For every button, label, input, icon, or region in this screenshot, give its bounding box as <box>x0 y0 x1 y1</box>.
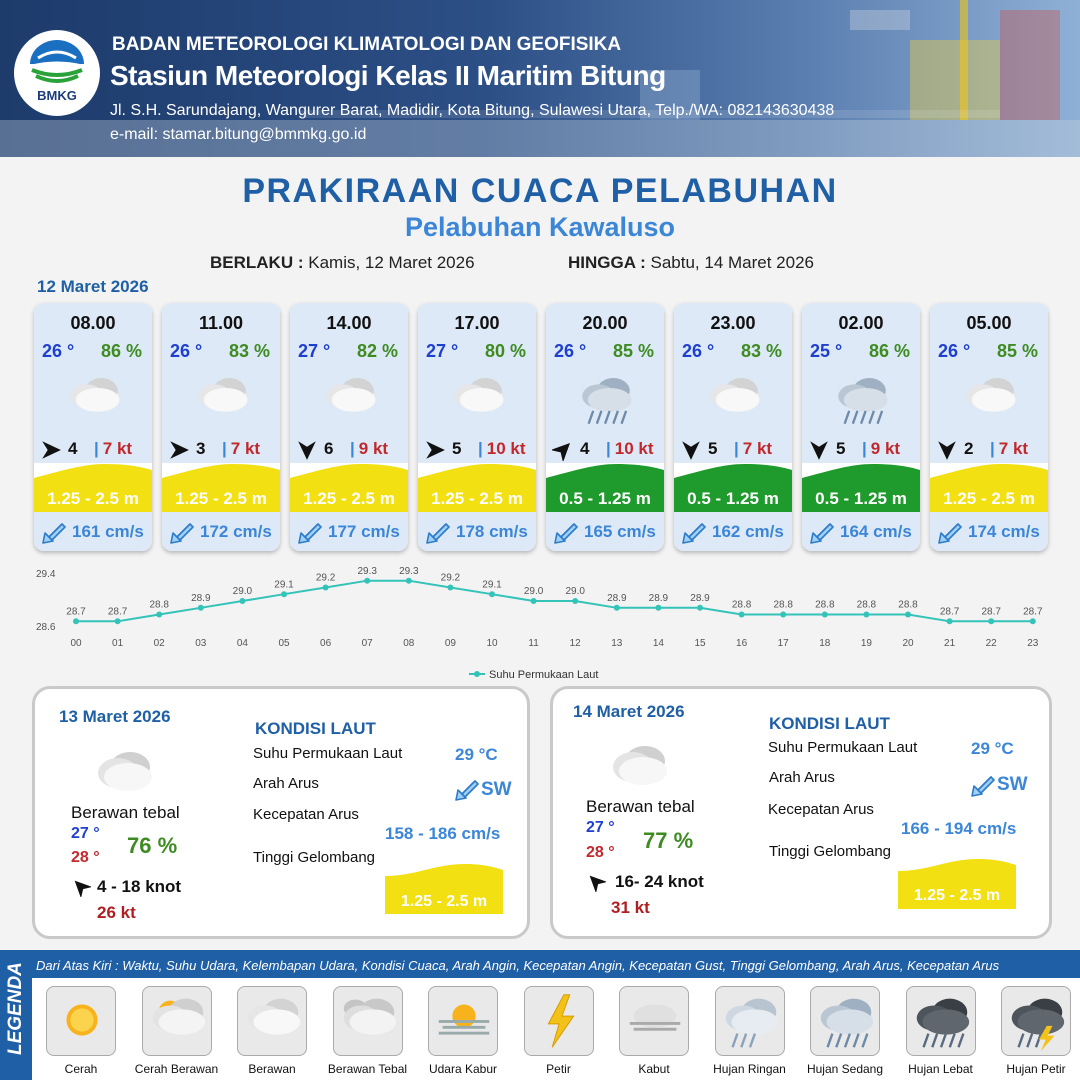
daily-temp-max: 28 ° <box>71 849 100 866</box>
daily-panel-14 <box>550 686 1052 939</box>
wind-speed: 5 <box>836 439 846 458</box>
wave-height: 1.25 - 2.5 m <box>175 489 267 508</box>
sst-value-label: 29.3 <box>399 565 419 577</box>
sst-value-label: 29.2 <box>315 572 336 584</box>
sst-value-label: 28.7 <box>981 606 1001 618</box>
wind-speed: 3 <box>196 439 206 458</box>
sst-point <box>572 598 578 604</box>
current-direction-icon <box>40 520 66 546</box>
day1-date: 12 Maret 2026 <box>37 277 149 296</box>
hourly-card <box>802 303 920 551</box>
x-tick-label: 05 <box>278 638 290 649</box>
current-speed: 172 cm/s <box>200 522 272 541</box>
wind-direction-icon <box>296 439 318 461</box>
valid-to-value: Sabtu, 14 Maret 2026 <box>650 253 815 272</box>
heavy-rain-icon <box>906 986 976 1056</box>
sst-value-label: 28.9 <box>191 592 211 604</box>
wind-direction-icon <box>71 877 91 897</box>
daily-temp-min: 27 ° <box>586 819 615 836</box>
daily-date: 14 Maret 2026 <box>573 702 685 721</box>
current-direction-icon <box>453 777 479 803</box>
legend-item-label: Berawan <box>248 1062 296 1076</box>
legend-description: Dari Atas Kiri : Waktu, Suhu Udara, Kelembapan Udara, Kondisi Cuaca, Arah Angin, Kecepatan Angin, Kecepatan Gust, Tinggi Gelombang, Arah Arus, Kecepatan Arus <box>36 958 1000 973</box>
forecast-time: 14.00 <box>326 313 372 333</box>
wave-height: 1.25 - 2.5 m <box>913 887 1001 904</box>
x-tick-label: 16 <box>736 638 748 649</box>
daily-wind-speed: 16- 24 knot <box>615 872 704 891</box>
legend-item-label: Hujan Lebat <box>908 1062 973 1076</box>
current-direction: SW <box>481 779 512 800</box>
wind-direction-icon <box>552 439 574 461</box>
wind-row <box>290 437 408 461</box>
wind-direction-icon <box>680 439 702 461</box>
hourly-card <box>930 303 1048 551</box>
x-tick-label: 02 <box>153 638 165 649</box>
humidity: 85 % <box>996 341 1038 361</box>
current-speed: 166 - 194 cm/s <box>901 819 1017 838</box>
current-speed-label: Kecepatan Arus <box>253 806 359 823</box>
sst-value-label: 29.0 <box>565 586 585 597</box>
sst-value-label: 28.8 <box>731 599 752 611</box>
current-direction-icon <box>680 520 706 546</box>
humidity: 85 % <box>612 341 654 361</box>
station-name: Stasiun Meteorologi Kelas II Maritim Bitung <box>110 60 666 91</box>
legend-item <box>40 986 122 1076</box>
x-tick-label: 00 <box>70 638 82 649</box>
current-row <box>802 512 920 551</box>
station-address: Jl. S.H. Sarundajang, Wangurer Barat, Madidir, Kota Bitung, Sulawesi Utara, Telp./WA: 082143630438 <box>110 102 835 119</box>
x-tick-label: 18 <box>819 638 831 649</box>
x-tick-label: 04 <box>236 638 248 649</box>
forecast-time: 17.00 <box>454 313 500 333</box>
wind-row <box>674 437 792 461</box>
legend-title: LEGENDA <box>5 962 26 1055</box>
sst-point <box>531 598 537 604</box>
sst-value-label: 28.8 <box>856 599 877 611</box>
forecast-time: 08.00 <box>70 313 116 333</box>
current-row <box>674 512 792 551</box>
legend-item-label: Hujan Petir <box>1006 1062 1066 1076</box>
forecast-time: 11.00 <box>198 313 244 333</box>
legend-item <box>709 986 791 1076</box>
sst-value-label: 29.0 <box>523 586 544 597</box>
sst-value-label: 28.9 <box>607 592 627 604</box>
current-direction-icon <box>936 520 962 546</box>
legend-item <box>613 986 695 1076</box>
legend-item-label: Berawan Tebal <box>327 1062 408 1076</box>
sunny-icon <box>46 986 116 1056</box>
sea-surface-temperature: 29 °C <box>971 739 1014 758</box>
wind-direction-icon <box>586 872 606 892</box>
legend-item-label: Petir <box>546 1062 571 1076</box>
sst-point <box>655 605 661 611</box>
wind-direction-icon <box>40 439 62 461</box>
wind-speed: 5 <box>452 439 462 458</box>
sst-point <box>988 618 994 624</box>
current-speed: 177 cm/s <box>328 522 400 541</box>
x-tick-label: 03 <box>195 638 207 649</box>
air-temperature: 25 ° <box>810 341 843 361</box>
daily-panel-13 <box>32 686 530 939</box>
wind-speed: 4 <box>68 439 78 458</box>
sst-point <box>697 605 703 611</box>
wave-height-label: Tinggi Gelombang <box>769 843 892 860</box>
moderate-rain-icon <box>570 367 642 431</box>
current-direction-icon <box>969 773 995 799</box>
current-row <box>290 512 408 551</box>
sst-value-label: 29.0 <box>232 586 253 597</box>
legend-item-label: Hujan Sedang <box>806 1062 884 1076</box>
gust-speed: | 7 kt <box>990 439 1029 458</box>
hourly-card <box>162 303 280 551</box>
forecast-time: 02.00 <box>838 313 884 333</box>
wind-speed: 4 <box>580 439 590 458</box>
x-tick-label: 14 <box>652 638 664 649</box>
legend-item-label: Cerah <box>64 1062 98 1076</box>
wind-direction-icon <box>936 439 958 461</box>
logo-text: BMKG <box>37 88 77 103</box>
legend-item <box>518 986 600 1076</box>
wave-height: 0.5 - 1.25 m <box>559 489 651 508</box>
valid-from <box>210 253 475 273</box>
legend-item-label: Cerah Berawan <box>134 1062 219 1076</box>
wave-height: 0.5 - 1.25 m <box>815 489 907 508</box>
sst-point <box>447 585 453 591</box>
humidity: 82 % <box>356 341 398 361</box>
sst-point <box>198 605 204 611</box>
daily-gust: 26 kt <box>97 903 136 922</box>
current-direction-icon <box>552 520 578 546</box>
current-direction-icon <box>296 520 322 546</box>
port-name: Pelabuhan Kawaluso <box>404 212 676 242</box>
daily-temp-min: 27 ° <box>71 825 100 842</box>
wave-height-label: Tinggi Gelombang <box>253 849 376 866</box>
x-tick-label: 20 <box>902 638 914 649</box>
hourly-card <box>546 303 664 551</box>
header-banner <box>0 0 1080 157</box>
cloudy-icon <box>954 367 1026 431</box>
x-tick-label: 22 <box>985 638 997 649</box>
sst-value-label: 28.8 <box>773 599 793 611</box>
daily-condition: Berawan tebal <box>586 797 695 816</box>
wave-height: 1.25 - 2.5 m <box>47 489 139 508</box>
legend-item <box>995 986 1077 1076</box>
valid-from-value: Kamis, 12 Maret 2026 <box>308 253 475 272</box>
x-tick-label: 10 <box>486 638 498 649</box>
sst-point <box>739 612 745 618</box>
current-row <box>546 512 664 551</box>
sst-value-label: 28.7 <box>939 606 960 618</box>
gust-speed: | 10 kt <box>478 439 526 458</box>
sst-point <box>863 612 869 618</box>
organization-name: BADAN METEOROLOGI KLIMATOLOGI DAN GEOFISIKA <box>112 34 622 55</box>
sst-label: Suhu Permukaan Laut <box>253 745 403 762</box>
legend-item <box>422 986 504 1076</box>
x-tick-label: 06 <box>320 638 332 649</box>
current-row <box>930 512 1048 551</box>
legend-item-label: Kabut <box>638 1062 670 1076</box>
sst-value-label: 28.7 <box>107 606 128 618</box>
x-tick-label: 09 <box>444 638 456 649</box>
gust-speed: | 7 kt <box>94 439 133 458</box>
sst-series-line <box>76 581 1033 622</box>
x-tick-label: 21 <box>944 638 956 649</box>
x-tick-label: 12 <box>569 638 581 649</box>
daily-gust: 31 kt <box>611 898 650 917</box>
hourly-card <box>418 303 536 551</box>
daily-temp-max: 28 ° <box>586 844 615 861</box>
cloudy-icon <box>186 367 258 431</box>
wave-height: 1.25 - 2.5 m <box>943 489 1035 508</box>
hourly-card <box>34 303 152 551</box>
current-direction-label: Arah Arus <box>253 775 319 792</box>
air-temperature: 26 ° <box>170 341 203 361</box>
forecast-time: 20.00 <box>582 313 628 333</box>
sst-point <box>364 578 370 584</box>
legend-item <box>327 986 409 1076</box>
hourly-card <box>674 303 792 551</box>
humidity: 86 % <box>868 341 910 361</box>
light-rain-icon <box>715 986 785 1056</box>
wind-direction-icon <box>424 439 446 461</box>
current-direction-icon <box>808 520 834 546</box>
current-speed: 164 cm/s <box>840 522 912 541</box>
valid-from-label: BERLAKU : <box>210 253 304 272</box>
air-temperature: 27 ° <box>426 341 459 361</box>
wind-speed: 6 <box>324 439 334 458</box>
current-speed: 162 cm/s <box>712 522 784 541</box>
humidity: 83 % <box>228 341 270 361</box>
y-tick-top: 29.4 <box>36 569 56 580</box>
moderate-rain-icon <box>826 367 898 431</box>
sea-condition-title: KONDISI LAUT <box>255 719 376 738</box>
overcast-icon <box>90 739 160 799</box>
cloudy-icon <box>314 367 386 431</box>
wave-height: 1.25 - 2.5 m <box>431 489 523 508</box>
legend-side-tab <box>0 950 32 1080</box>
x-tick-label: 11 <box>528 638 539 649</box>
legend-item-label: Udara Kabur <box>428 1062 498 1076</box>
current-row <box>34 512 152 551</box>
x-tick-label: 17 <box>777 638 789 649</box>
station-email: e-mail: stamar.bitung@bmmkg.go.id <box>110 126 367 143</box>
sst-value-label: 28.8 <box>815 599 835 611</box>
cloudy-icon <box>58 367 130 431</box>
sst-point <box>1030 618 1036 624</box>
current-row <box>418 512 536 551</box>
wind-row <box>930 437 1048 461</box>
sst-point <box>780 612 786 618</box>
sst-value-label: 29.3 <box>357 565 377 577</box>
wind-direction-icon <box>808 439 830 461</box>
valid-to-label: HINGGA : <box>568 253 646 272</box>
daily-condition: Berawan tebal <box>71 803 180 822</box>
sea-surface-temperature-chart <box>0 560 1080 685</box>
daily-wind-speed: 4 - 18 knot <box>97 877 182 896</box>
sst-point <box>281 591 287 597</box>
sea-surface-temperature: 29 °C <box>455 745 498 764</box>
sst-point <box>323 585 329 591</box>
page-title: PRAKIRAAN CUACA PELABUHAN <box>242 172 838 210</box>
sst-point <box>73 618 79 624</box>
chart-legend-label: Suhu Permukaan Laut <box>489 669 599 681</box>
x-tick-label: 13 <box>611 638 623 649</box>
cloudy-icon <box>698 367 770 431</box>
gust-speed: | 10 kt <box>606 439 654 458</box>
x-tick-label: 08 <box>403 638 415 649</box>
sst-point <box>489 591 495 597</box>
wind-speed: 2 <box>964 439 974 458</box>
cloudy-icon <box>237 986 307 1056</box>
sst-point <box>822 612 828 618</box>
moderate-rain-icon <box>810 986 880 1056</box>
cloudy-icon <box>442 367 514 431</box>
wind-direction-icon <box>168 439 190 461</box>
daily-humidity: 77 % <box>643 828 694 853</box>
wave-height: 0.5 - 1.25 m <box>687 489 779 508</box>
air-temperature: 26 ° <box>938 341 971 361</box>
wind-row <box>418 437 536 461</box>
legend-item <box>134 986 219 1076</box>
legend-item-label: Hujan Ringan <box>713 1062 786 1076</box>
sst-value-label: 28.8 <box>898 599 918 611</box>
daily-humidity: 76 % <box>127 833 178 858</box>
sst-value-label: 28.7 <box>66 606 86 618</box>
sst-value-label: 29.2 <box>440 572 461 584</box>
sst-point <box>239 598 245 604</box>
bmkg-logo <box>14 30 100 116</box>
current-row <box>162 512 280 551</box>
current-direction-icon <box>424 520 450 546</box>
wind-row <box>162 437 280 461</box>
current-speed: 174 cm/s <box>968 522 1040 541</box>
current-speed: 158 - 186 cm/s <box>385 824 501 843</box>
forecast-time: 05.00 <box>966 313 1012 333</box>
sst-value-label: 28.9 <box>648 592 669 604</box>
legend <box>0 950 1080 1080</box>
current-direction: SW <box>997 774 1028 795</box>
gust-speed: | 7 kt <box>222 439 261 458</box>
wave-height: 1.25 - 2.5 m <box>400 893 488 910</box>
sst-value-label: 28.7 <box>1023 606 1043 618</box>
hourly-card <box>290 303 408 551</box>
current-direction-icon <box>168 520 194 546</box>
sst-value-label: 28.8 <box>149 599 169 611</box>
sst-point <box>406 578 412 584</box>
daily-date: 13 Maret 2026 <box>59 707 171 726</box>
gust-speed: | 7 kt <box>734 439 773 458</box>
y-tick-bottom: 28.6 <box>36 622 56 633</box>
current-direction-label: Arah Arus <box>769 769 835 786</box>
x-tick-label: 01 <box>112 638 124 649</box>
humidity: 80 % <box>484 341 526 361</box>
wave-height: 1.25 - 2.5 m <box>303 489 395 508</box>
air-temperature: 26 ° <box>42 341 75 361</box>
lightning-icon <box>524 986 594 1056</box>
humidity: 83 % <box>740 341 782 361</box>
sst-point <box>614 605 620 611</box>
fog-icon <box>619 986 689 1056</box>
legend-item <box>900 986 982 1076</box>
valid-to <box>568 253 814 273</box>
legend-item <box>231 986 313 1076</box>
sst-point <box>156 612 162 618</box>
legend-item <box>804 986 886 1076</box>
sea-condition-title: KONDISI LAUT <box>769 714 890 733</box>
current-speed: 165 cm/s <box>584 522 656 541</box>
sst-point <box>947 618 953 624</box>
x-tick-label: 19 <box>860 638 872 649</box>
current-speed: 161 cm/s <box>72 522 144 541</box>
thunderstorm-icon <box>1001 986 1071 1056</box>
sst-point <box>905 612 911 618</box>
air-temperature: 26 ° <box>554 341 587 361</box>
partly-cloudy-icon <box>142 986 212 1056</box>
sst-point <box>115 618 121 624</box>
sst-value-label: 29.1 <box>482 579 502 591</box>
x-tick-label: 23 <box>1027 638 1039 649</box>
sst-value-label: 28.9 <box>690 592 710 604</box>
air-temperature: 27 ° <box>298 341 331 361</box>
x-tick-label: 15 <box>694 638 706 649</box>
bmkg-logo-mark <box>26 40 88 88</box>
wind-row <box>802 437 920 461</box>
wind-row <box>34 437 152 461</box>
sst-label: Suhu Permukaan Laut <box>768 739 918 756</box>
forecast-time: 23.00 <box>710 313 756 333</box>
haze-icon <box>428 986 498 1056</box>
overcast-icon <box>605 733 675 793</box>
x-tick-label: 07 <box>361 638 373 649</box>
sst-value-label: 29.1 <box>274 579 294 591</box>
wind-speed: 5 <box>708 439 718 458</box>
overcast-icon <box>333 986 403 1056</box>
gust-speed: | 9 kt <box>350 439 389 458</box>
wind-row <box>546 437 664 461</box>
chart-legend <box>469 669 598 681</box>
air-temperature: 26 ° <box>682 341 715 361</box>
current-speed: 178 cm/s <box>456 522 528 541</box>
humidity: 86 % <box>100 341 142 361</box>
current-speed-label: Kecepatan Arus <box>768 801 874 818</box>
gust-speed: | 9 kt <box>862 439 901 458</box>
